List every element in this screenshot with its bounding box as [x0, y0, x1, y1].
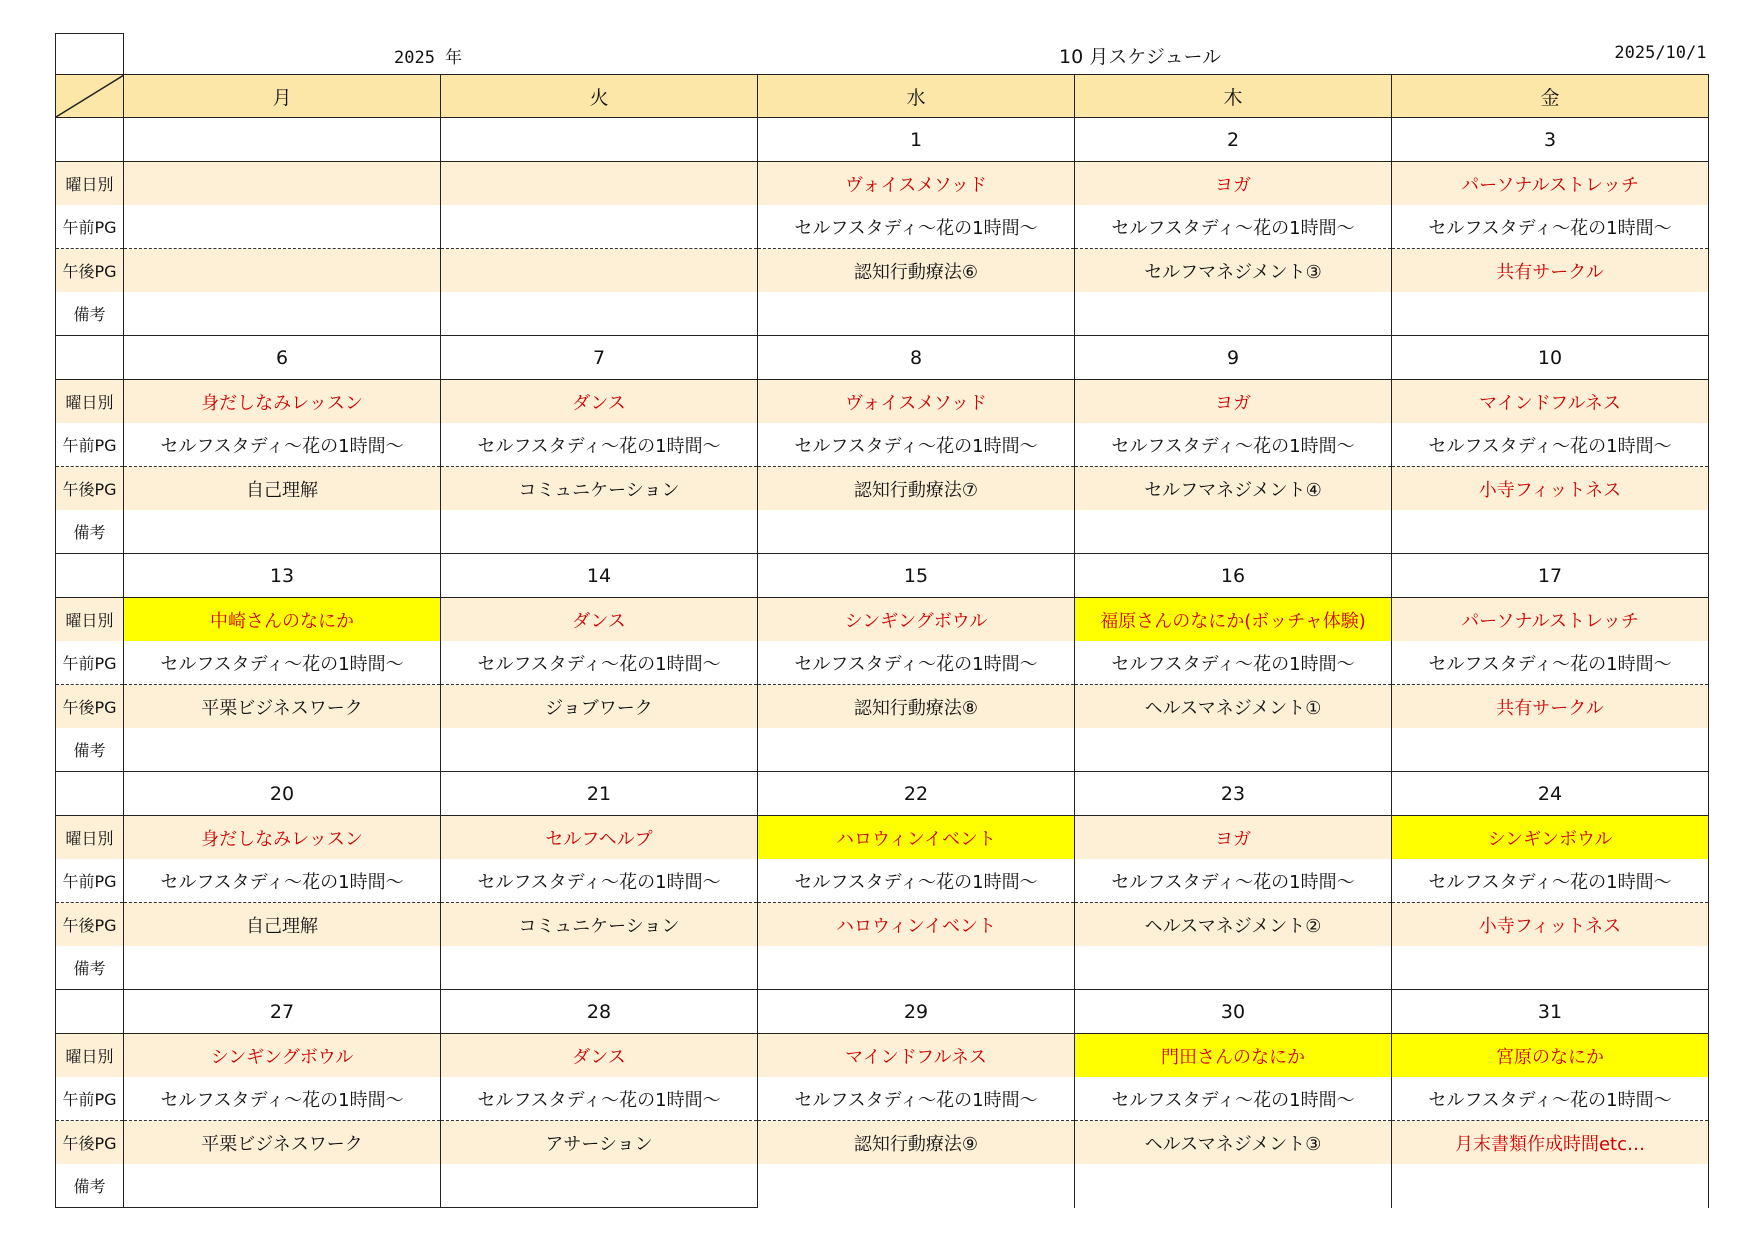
cell-pm: 平栗ビジネスワーク: [124, 685, 441, 729]
cell-pm: 認知行動療法⑨: [758, 1121, 1075, 1165]
pm-row: [56, 467, 1709, 511]
cell-am: セルフスタディ～花の1時間～: [1075, 1077, 1392, 1121]
pm-row: [56, 249, 1709, 293]
pm-row: [56, 1121, 1709, 1165]
cell-pm: 平栗ビジネスワーク: [124, 1121, 441, 1165]
cell-am: セルフスタディ～花の1時間～: [758, 1077, 1075, 1121]
date-label-cell: [56, 554, 124, 598]
cell-notes: [758, 292, 1075, 336]
cell-am: セルフスタディ～花の1時間～: [1392, 205, 1709, 249]
am-row: [56, 205, 1709, 249]
cell-youbi: 身だしなみレッスン: [124, 816, 441, 860]
cell-pm: ジョブワーク: [441, 685, 758, 729]
cell-youbi: [124, 162, 441, 206]
cell-youbi: マインドフルネス: [758, 1034, 1075, 1078]
cell-am: セルフスタディ～花の1時間～: [124, 859, 441, 903]
schedule-table: [55, 33, 1709, 1208]
row-label: 午後PG: [56, 903, 124, 947]
cell-youbi: 身だしなみレッスン: [124, 380, 441, 424]
date-number: 1: [758, 118, 1075, 162]
row-label: 備考: [56, 728, 124, 772]
row-label: 備考: [56, 946, 124, 990]
cell-am: セルフスタディ～花の1時間～: [1392, 641, 1709, 685]
date-number: 2: [1075, 118, 1392, 162]
cell-notes: [441, 292, 758, 336]
row-label: 午前PG: [56, 641, 124, 685]
cell-pm: 自己理解: [124, 903, 441, 947]
month-title: 10 月スケジュール: [1059, 46, 1222, 68]
cell-notes: [758, 946, 1075, 990]
notes-row: [56, 1164, 1709, 1208]
row-label: 午後PG: [56, 685, 124, 729]
date-number: [124, 118, 441, 162]
date-number: 9: [1075, 336, 1392, 380]
date-number: 23: [1075, 772, 1392, 816]
cell-youbi: ヴォイスメソッド: [758, 380, 1075, 424]
row-label: 午前PG: [56, 859, 124, 903]
date-number: 7: [441, 336, 758, 380]
diagonal-line-icon: [56, 75, 124, 117]
cell-notes: [1392, 292, 1709, 336]
cell-pm: 自己理解: [124, 467, 441, 511]
cell-pm: セルフマネジメント④: [1075, 467, 1392, 511]
youbi-row: [56, 816, 1709, 860]
cell-notes: [1075, 292, 1392, 336]
cell-pm: コミュニケーション: [441, 467, 758, 511]
youbi-row: [56, 380, 1709, 424]
cell-youbi: ヨガ: [1075, 816, 1392, 860]
date-number: 15: [758, 554, 1075, 598]
cell-pm: コミュニケーション: [441, 903, 758, 947]
date-label-cell: [56, 336, 124, 380]
title-row: [56, 34, 1709, 75]
cell-notes: [1392, 728, 1709, 772]
cell-notes: [441, 946, 758, 990]
date-number: 20: [124, 772, 441, 816]
cell-am: セルフスタディ～花の1時間～: [1075, 641, 1392, 685]
pm-row: [56, 903, 1709, 947]
week-date-row: [56, 554, 1709, 598]
date-number: 8: [758, 336, 1075, 380]
cell-youbi: ダンス: [441, 380, 758, 424]
cell-notes: [1392, 946, 1709, 990]
cell-pm: 小寺フィットネス: [1392, 467, 1709, 511]
row-label: 備考: [56, 1164, 124, 1208]
cell-notes: [1075, 510, 1392, 554]
date-number: 28: [441, 990, 758, 1034]
date-number: 21: [441, 772, 758, 816]
row-label: 曜日別: [56, 816, 124, 860]
cell-pm: 共有サークル: [1392, 249, 1709, 293]
date-number: 24: [1392, 772, 1709, 816]
cell-pm: セルフマネジメント③: [1075, 249, 1392, 293]
notes-row: [56, 946, 1709, 990]
cell-notes: [124, 728, 441, 772]
date-number: 31: [1392, 990, 1709, 1034]
cell-notes: [1075, 728, 1392, 772]
cell-am: [441, 205, 758, 249]
cell-am: セルフスタディ～花の1時間～: [1075, 423, 1392, 467]
row-label: 曜日別: [56, 598, 124, 642]
cell-am: セルフスタディ～花の1時間～: [1075, 205, 1392, 249]
cell-pm: ハロウィンイベント: [758, 903, 1075, 947]
cell-notes: [1392, 1164, 1709, 1208]
youbi-row: [56, 162, 1709, 206]
row-label: 午前PG: [56, 1077, 124, 1121]
cell-notes: [758, 510, 1075, 554]
notes-row: [56, 510, 1709, 554]
cell-notes: [124, 946, 441, 990]
row-label: 曜日別: [56, 380, 124, 424]
cell-youbi: シンギングボウル: [124, 1034, 441, 1078]
cell-am: セルフスタディ～花の1時間～: [124, 423, 441, 467]
cell-pm: ヘルスマネジメント①: [1075, 685, 1392, 729]
date-number: 13: [124, 554, 441, 598]
weekday-tue: 火: [441, 75, 758, 118]
cell-youbi: 中崎さんのなにか: [124, 598, 441, 642]
cell-pm: ヘルスマネジメント②: [1075, 903, 1392, 947]
year-label: 2025 年: [394, 48, 463, 68]
date-number: 22: [758, 772, 1075, 816]
cell-am: セルフスタディ～花の1時間～: [1392, 859, 1709, 903]
cell-notes: [441, 728, 758, 772]
issue-date: 2025/10/1: [1614, 43, 1707, 63]
date-number: 14: [441, 554, 758, 598]
weekday-mon: 月: [124, 75, 441, 118]
am-row: [56, 859, 1709, 903]
title-cell: [124, 34, 1709, 75]
date-number: 29: [758, 990, 1075, 1034]
cell-youbi: マインドフルネス: [1392, 380, 1709, 424]
cell-notes: [758, 1164, 1075, 1208]
weekday-wed: 水: [758, 75, 1075, 118]
cell-pm: 認知行動療法⑦: [758, 467, 1075, 511]
cell-youbi: 宮原のなにか: [1392, 1034, 1709, 1078]
row-label: 備考: [56, 292, 124, 336]
cell-notes: [1392, 510, 1709, 554]
cell-pm: 共有サークル: [1392, 685, 1709, 729]
row-label: 午前PG: [56, 423, 124, 467]
cell-am: セルフスタディ～花の1時間～: [441, 641, 758, 685]
cell-pm: [124, 249, 441, 293]
cell-youbi: ヨガ: [1075, 380, 1392, 424]
cell-notes: [124, 292, 441, 336]
week-date-row: [56, 118, 1709, 162]
notes-row: [56, 728, 1709, 772]
date-label-cell: [56, 772, 124, 816]
date-label-cell: [56, 990, 124, 1034]
youbi-row: [56, 1034, 1709, 1078]
cell-pm: [441, 249, 758, 293]
date-number: 16: [1075, 554, 1392, 598]
date-number: 3: [1392, 118, 1709, 162]
cell-youbi: ダンス: [441, 1034, 758, 1078]
cell-am: セルフスタディ～花の1時間～: [441, 1077, 758, 1121]
cell-am: セルフスタディ～花の1時間～: [758, 641, 1075, 685]
cell-pm: アサーション: [441, 1121, 758, 1165]
cell-youbi: シンギンボウル: [1392, 816, 1709, 860]
cell-am: セルフスタディ～花の1時間～: [758, 205, 1075, 249]
week-date-row: [56, 772, 1709, 816]
week-date-row: [56, 990, 1709, 1034]
cell-notes: [1075, 1164, 1392, 1208]
row-label: 曜日別: [56, 162, 124, 206]
cell-youbi: セルフヘルプ: [441, 816, 758, 860]
cell-youbi: シンギングボウル: [758, 598, 1075, 642]
cell-pm: 認知行動療法⑧: [758, 685, 1075, 729]
row-label: 午後PG: [56, 467, 124, 511]
cell-pm: 認知行動療法⑥: [758, 249, 1075, 293]
notes-row: [56, 292, 1709, 336]
pm-row: [56, 685, 1709, 729]
youbi-row: [56, 598, 1709, 642]
date-number: 17: [1392, 554, 1709, 598]
cell-am: セルフスタディ～花の1時間～: [758, 859, 1075, 903]
cell-notes: [758, 728, 1075, 772]
weekday-header-row: [56, 75, 1709, 118]
weekday-thu: 木: [1075, 75, 1392, 118]
cell-youbi: パーソナルストレッチ: [1392, 598, 1709, 642]
am-row: [56, 641, 1709, 685]
cell-youbi: 門田さんのなにか: [1075, 1034, 1392, 1078]
cell-am: セルフスタディ～花の1時間～: [441, 423, 758, 467]
cell-pm: 小寺フィットネス: [1392, 903, 1709, 947]
cell-notes: [124, 510, 441, 554]
am-row: [56, 1077, 1709, 1121]
am-row: [56, 423, 1709, 467]
cell-am: [124, 205, 441, 249]
cell-youbi: 福原さんのなにか(ボッチャ体験): [1075, 598, 1392, 642]
cell-am: セルフスタディ～花の1時間～: [124, 1077, 441, 1121]
cell-youbi: ダンス: [441, 598, 758, 642]
cell-youbi: ヴォイスメソッド: [758, 162, 1075, 206]
cell-am: セルフスタディ～花の1時間～: [124, 641, 441, 685]
cell-youbi: パーソナルストレッチ: [1392, 162, 1709, 206]
cell-youbi: [441, 162, 758, 206]
corner-top-cell: [56, 34, 124, 75]
week-date-row: [56, 336, 1709, 380]
date-number: 6: [124, 336, 441, 380]
cell-notes: [124, 1164, 441, 1208]
row-label: 曜日別: [56, 1034, 124, 1078]
cell-am: セルフスタディ～花の1時間～: [1392, 423, 1709, 467]
cell-notes: [441, 510, 758, 554]
cell-am: セルフスタディ～花の1時間～: [1075, 859, 1392, 903]
date-number: 30: [1075, 990, 1392, 1034]
weekday-fri: 金: [1392, 75, 1709, 118]
diagonal-corner-cell: [56, 75, 124, 118]
row-label: 午前PG: [56, 205, 124, 249]
cell-am: セルフスタディ～花の1時間～: [441, 859, 758, 903]
cell-am: セルフスタディ～花の1時間～: [1392, 1077, 1709, 1121]
cell-notes: [1075, 946, 1392, 990]
cell-notes: [441, 1164, 758, 1208]
weeks-body: [56, 118, 1709, 1208]
cell-am: セルフスタディ～花の1時間～: [758, 423, 1075, 467]
date-number: [441, 118, 758, 162]
row-label: 午後PG: [56, 249, 124, 293]
date-label-cell: [56, 118, 124, 162]
date-number: 10: [1392, 336, 1709, 380]
cell-pm: 月末書類作成時間etc…: [1392, 1121, 1709, 1165]
cell-pm: ヘルスマネジメント③: [1075, 1121, 1392, 1165]
cell-youbi: ハロウィンイベント: [758, 816, 1075, 860]
row-label: 午後PG: [56, 1121, 124, 1165]
date-number: 27: [124, 990, 441, 1034]
row-label: 備考: [56, 510, 124, 554]
cell-youbi: ヨガ: [1075, 162, 1392, 206]
